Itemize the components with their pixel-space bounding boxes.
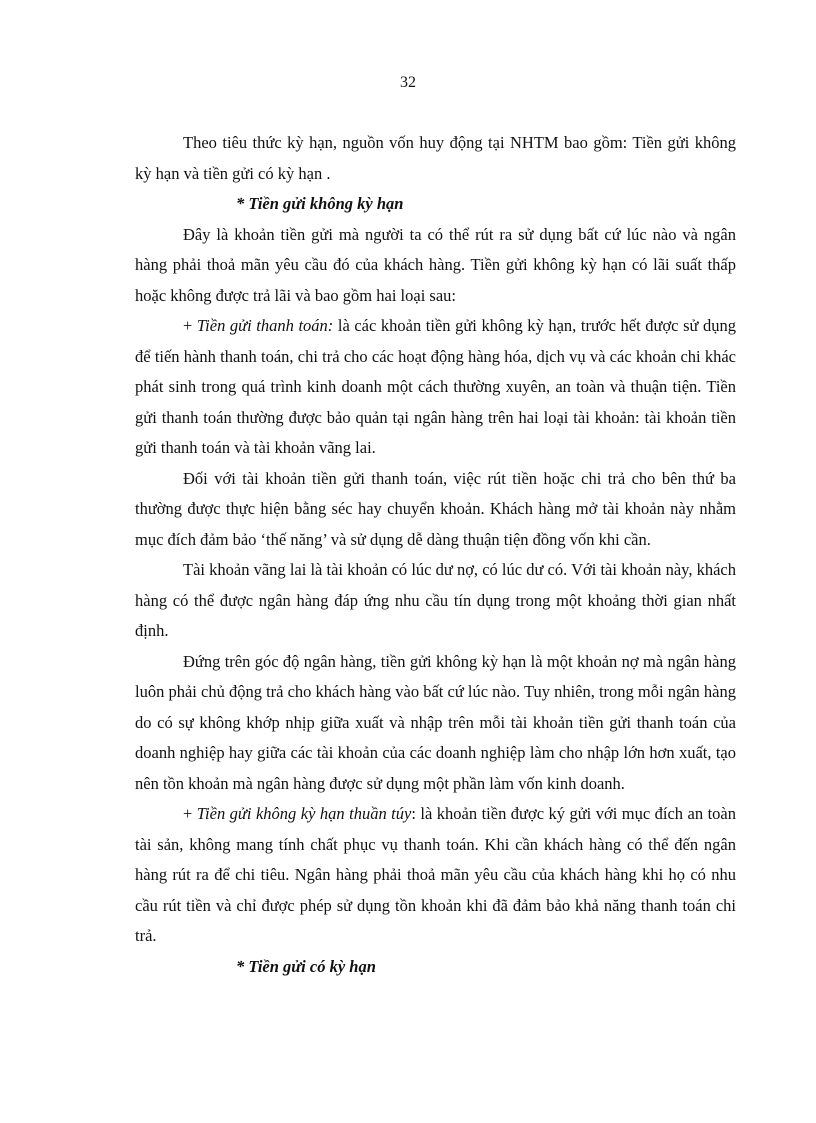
payment-deposits-text: là các khoản tiền gửi không kỳ hạn, trước hết được sử dụng để tiến hành thanh toán, chi trả cho các hoạt động hàng hóa, dịch vụ và các khoản chi khác phát sinh trong quá trình kinh doanh một cách thường xuyên, an toàn và thuận tiện. Tiền gửi thanh toán thường được bảo quản tại ngân hàng trên hai loại tài khoản: tài khoản tiền gửi thanh toán và tài khoản vãng lai. [135, 316, 737, 457]
heading-demand-deposits: * Tiền gửi không kỳ hạn [236, 194, 404, 213]
paragraph-current-accounts: Tài khoản vãng lai là tài khoản có lúc dư nợ, có lúc dư có. Với tài khoản này, khách hàng có thể được ngân hàng đáp ứng nhu cầu tín dụng trong một khoảng thời gian nhất định. [135, 560, 736, 640]
paragraph-bank-perspective: Đứng trên góc độ ngân hàng, tiền gửi không kỳ hạn là một khoản nợ mà ngân hàng luôn phải chủ động trả cho khách hàng vào bất cứ lúc nào. Tuy nhiên, trong mỗi ngân hàng do có sự không khớp nhịp giữa xuất và nhập trên mỗi tài khoản tiền gửi thanh toán của doanh nghiệp hay giữa các tài khoản của các doanh nghiệp làm cho nhập lớn hơn xuất, tạo nên tồn khoản mà ngân hàng được sử dụng một phần làm vốn kinh doanh. [135, 651, 736, 793]
paragraph-demand-definition: Đây là khoản tiền gửi mà người ta có thể rút ra sử dụng bất cứ lúc nào và ngân hàng phải thoả mãn yêu cầu đó của khách hàng. Tiền gửi không kỳ hạn có lãi suất thấp hoặc không được trả lãi và bao gồm hai loại sau: [135, 224, 736, 305]
bullet-marker: + [183, 316, 197, 335]
pure-demand-deposits-text: : là khoản tiền được ký gửi với mục đích an toàn tài sản, không mang tính chất phục vụ thanh toán. Khi cần khách hàng có thể đến ngân hàng rút ra để chi tiêu. Ngân hàng phải thoả mãn yêu cầu của khách hàng khi họ có nhu cầu rút tiền và chỉ được phép sử dụng tồn khoản khi đã đảm bảo khả năng thanh toán chi trả. [135, 804, 736, 945]
paragraph-intro: Theo tiêu thức kỳ hạn, nguồn vốn huy động tại NHTM bao gồm: Tiền gửi không kỳ hạn và tiền gửi có kỳ hạn . [135, 133, 736, 183]
term-pure-demand-deposits: Tiền gửi không kỳ hạn thuần túy [196, 804, 412, 823]
heading-term-deposits: * Tiền gửi có kỳ hạn [236, 956, 376, 976]
bullet-marker: + [183, 804, 197, 823]
body-text [135, 128, 736, 982]
paragraph-payment-accounts: Đối với tài khoản tiền gửi thanh toán, việc rút tiền hoặc chi trả cho bên thứ ba thường được thực hiện bằng séc hay chuyển khoản. Khách hàng mở tài khoản này nhằm mục đích đảm bảo ‘thế năng’ và sử dụng dễ dàng thuận tiện đồng vốn khi cần. [135, 468, 736, 549]
page-number: 32 [400, 74, 416, 91]
paragraph-pure-demand-deposits [135, 799, 736, 952]
paragraph-payment-deposits [135, 311, 736, 464]
term-payment-deposits: Tiền gửi thanh toán: [196, 316, 334, 335]
